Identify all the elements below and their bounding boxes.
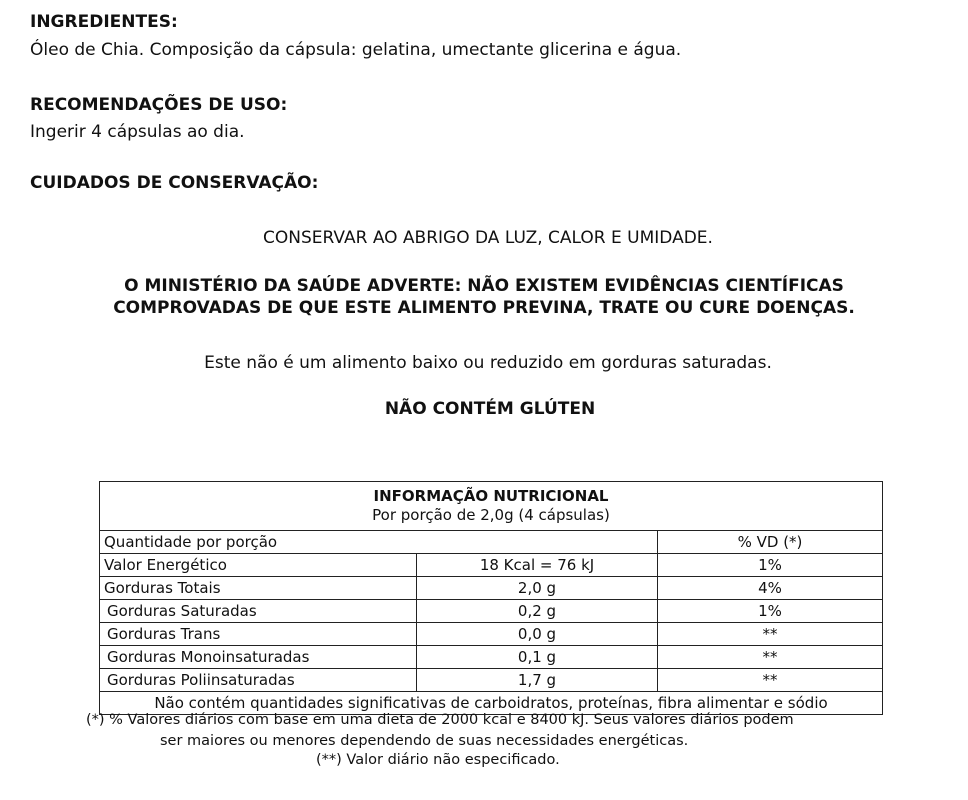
row-vd: 1% xyxy=(658,554,883,577)
usage-text: Ingerir 4 cápsulas ao dia. xyxy=(30,122,245,142)
usage-heading: RECOMENDAÇÕES DE USO: xyxy=(30,95,288,115)
row-amount: 1,7 g xyxy=(417,669,658,692)
row-amount: 0,2 g xyxy=(417,600,658,623)
row-amount: 18 Kcal = 76 kJ xyxy=(417,554,658,577)
ingredients-text: Óleo de Chia. Composição da cápsula: gelatina, umectante glicerina e água. xyxy=(30,40,682,60)
row-label: Valor Energético xyxy=(100,554,417,577)
storage-text: CONSERVAR AO ABRIGO DA LUZ, CALOR E UMIDADE. xyxy=(263,228,713,248)
row-label: Gorduras Saturadas xyxy=(100,600,417,623)
nutrition-subtitle: Por porção de 2,0g (4 cápsulas) xyxy=(372,506,610,524)
row-vd: ** xyxy=(658,646,883,669)
warning-line-2: COMPROVADAS DE QUE ESTE ALIMENTO PREVINA, TRATE OU CURE DOENÇAS. xyxy=(113,298,855,318)
row-vd: 4% xyxy=(658,577,883,600)
footnote-1a: (*) % Valores diários com base em uma dieta de 2000 kcal e 8400 kJ. Seus valores diários podem xyxy=(86,712,794,728)
row-vd: 1% xyxy=(658,600,883,623)
row-label: Gorduras Trans xyxy=(100,623,417,646)
nutrition-title: INFORMAÇÃO NUTRICIONAL xyxy=(373,487,609,505)
table-row xyxy=(100,577,883,600)
gluten-statement: NÃO CONTÉM GLÚTEN xyxy=(384,399,596,419)
row-amount: 0,1 g xyxy=(417,646,658,669)
row-amount: 2,0 g xyxy=(417,577,658,600)
row-vd: ** xyxy=(658,623,883,646)
nutrition-table xyxy=(99,481,883,715)
row-label: Gorduras Monoinsaturadas xyxy=(100,646,417,669)
table-row xyxy=(100,554,883,577)
nutrition-footer: Não contém quantidades significativas de carboidratos, proteínas, fibra alimentar e sódio xyxy=(100,692,883,715)
footnote-2: (**) Valor diário não especificado. xyxy=(316,752,560,768)
row-label: Gorduras Poliinsaturadas xyxy=(100,669,417,692)
storage-heading: CUIDADOS DE CONSERVAÇÃO: xyxy=(30,173,319,193)
warning-line-1: O MINISTÉRIO DA SAÚDE ADVERTE: NÃO EXISTEM EVIDÊNCIAS CIENTÍFICAS xyxy=(124,276,844,296)
header-vd: % VD (*) xyxy=(658,531,883,554)
nutrition-header-row xyxy=(100,531,883,554)
header-label: Quantidade por porção xyxy=(100,531,658,554)
row-label: Gorduras Totais xyxy=(100,577,417,600)
row-amount: 0,0 g xyxy=(417,623,658,646)
nutrition-title-row xyxy=(100,482,883,531)
table-row xyxy=(100,669,883,692)
footnote-1b: ser maiores ou menores dependendo de suas necessidades energéticas. xyxy=(160,733,689,749)
fat-note: Este não é um alimento baixo ou reduzido em gorduras saturadas. xyxy=(204,353,772,373)
table-row xyxy=(100,623,883,646)
row-vd: ** xyxy=(658,669,883,692)
table-row xyxy=(100,646,883,669)
ingredients-heading: INGREDIENTES: xyxy=(30,12,178,32)
nutrition-title-cell xyxy=(100,482,883,531)
table-row xyxy=(100,600,883,623)
